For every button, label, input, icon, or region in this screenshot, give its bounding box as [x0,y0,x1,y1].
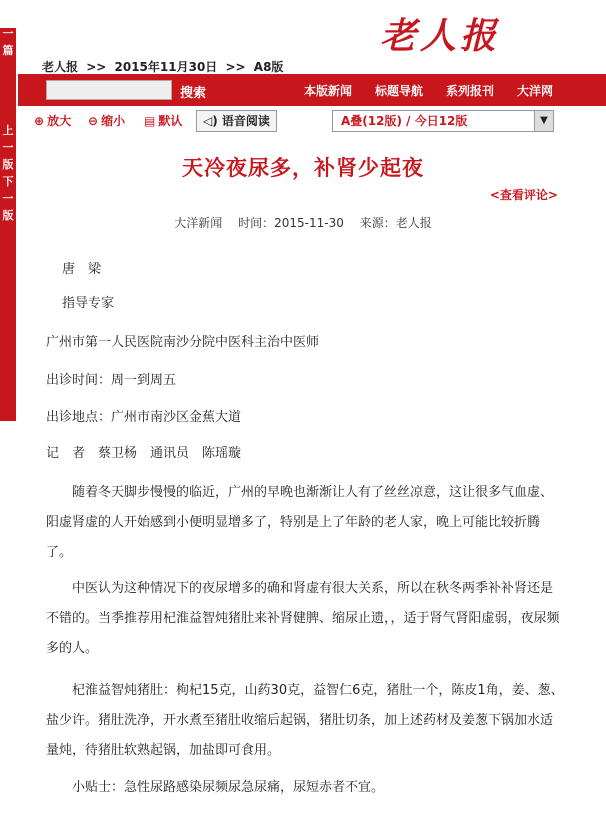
next-page-label[interactable]: 下一版 [2,175,14,222]
meta-origin: 来源：老人报 [359,216,432,230]
edition-select-value: A叠(12版) / 今日12版 [341,114,468,128]
search-input[interactable] [46,80,172,100]
article-author: 唐 梁 [62,262,102,277]
top-navbar [18,74,606,106]
zoom-in-button[interactable] [34,112,71,129]
nav-item-title-nav[interactable]: 标题导航 [375,84,424,98]
reading-toolbar [34,110,564,136]
meta-source: 大洋新闻 [174,216,223,230]
prev-article-link[interactable] [0,8,16,59]
zoom-out-label: 缩小 [101,114,126,128]
zoom-in-icon: ⊕ [34,114,45,128]
zoom-in-label: 放大 [47,114,72,128]
voice-read-label: 语音阅读 [221,114,270,128]
article-clinic-hours: 出诊时间：周一到周五 [46,373,177,388]
breadcrumb-sep: >> [225,60,246,74]
default-size-label: 默认 [158,114,183,128]
breadcrumb-paper[interactable]: 老人报 [42,60,79,74]
prev-page-label[interactable]: 上一版 [2,124,14,171]
speaker-icon: ◁) [203,114,218,128]
zoom-out-icon: ⊖ [88,114,99,128]
breadcrumb [42,58,287,75]
article-expert-title: 广州市第一人民医院南沙分院中医科主治中医师 [46,335,320,350]
meta-time: 时间：2015-11-30 [238,216,344,230]
view-comments-link[interactable]: <查看评论> [489,188,558,202]
chevron-down-icon[interactable]: ▼ [534,111,553,131]
article-reporter: 记 者 蔡卫杨 通讯员 陈瑶璇 [46,446,242,461]
search-button[interactable]: 搜索 [180,86,207,101]
article-meta [0,214,606,231]
nav-item-series[interactable]: 系列报刊 [446,84,495,98]
voice-read-button[interactable] [196,110,277,132]
document-icon: ▤ [144,114,156,128]
article-clinic-location: 出诊地点：广州市南沙区金蕉大道 [46,410,242,425]
nav-item-page-news[interactable]: 本版新闻 [304,84,353,98]
article-paragraph: 随着冬天脚步慢慢的临近，广州的早晚也渐渐让人有了丝丝凉意，这让很多气血虚、阳虚肾虚的人开始感到小便明显增多了，特别是上了年龄的老人家，晚上可能比较折腾了。 [46,485,554,560]
zoom-out-button[interactable] [88,112,125,129]
article-expert-heading: 指导专家 [62,296,115,311]
edition-select[interactable] [332,110,554,132]
article-title: 天冷夜尿多，补肾少起夜 [182,156,424,180]
breadcrumb-page[interactable]: A8版 [253,60,284,74]
article-tip: 小贴士：急性尿路感染尿频尿急尿痛，尿短赤者不宜。 [72,780,385,795]
breadcrumb-sep: >> [86,60,107,74]
nav-item-dayoo[interactable]: 大洋网 [517,84,554,98]
article-paragraph: 中医认为这种情况下的夜尿增多的确和肾虚有很大关系，所以在秋冬两季补补肾还是不错的。当季推荐用杞淮益智炖猪肚来补肾健脾、缩尿止遗，，适于肾气肾阳虚弱，夜尿频多的人。 [46,581,560,656]
prev-article-label[interactable]: 上一篇 [2,10,14,57]
default-size-button[interactable] [144,112,182,129]
article-paragraph: 杞淮益智炖猪肚：枸杞15克，山药30克，益智仁6克，猪肚一个，陈皮1角，姜、葱、盐少许。猪肚洗净，开水煮至猪肚收缩后起锅，猪肚切条，加上述药材及姜葱下锅加水适量炖，待猪肚软熟起锅，加盐即可食用。 [46,683,564,758]
masthead-logo: 老人报 [380,15,501,57]
breadcrumb-date[interactable]: 2015年11月30日 [114,60,218,74]
